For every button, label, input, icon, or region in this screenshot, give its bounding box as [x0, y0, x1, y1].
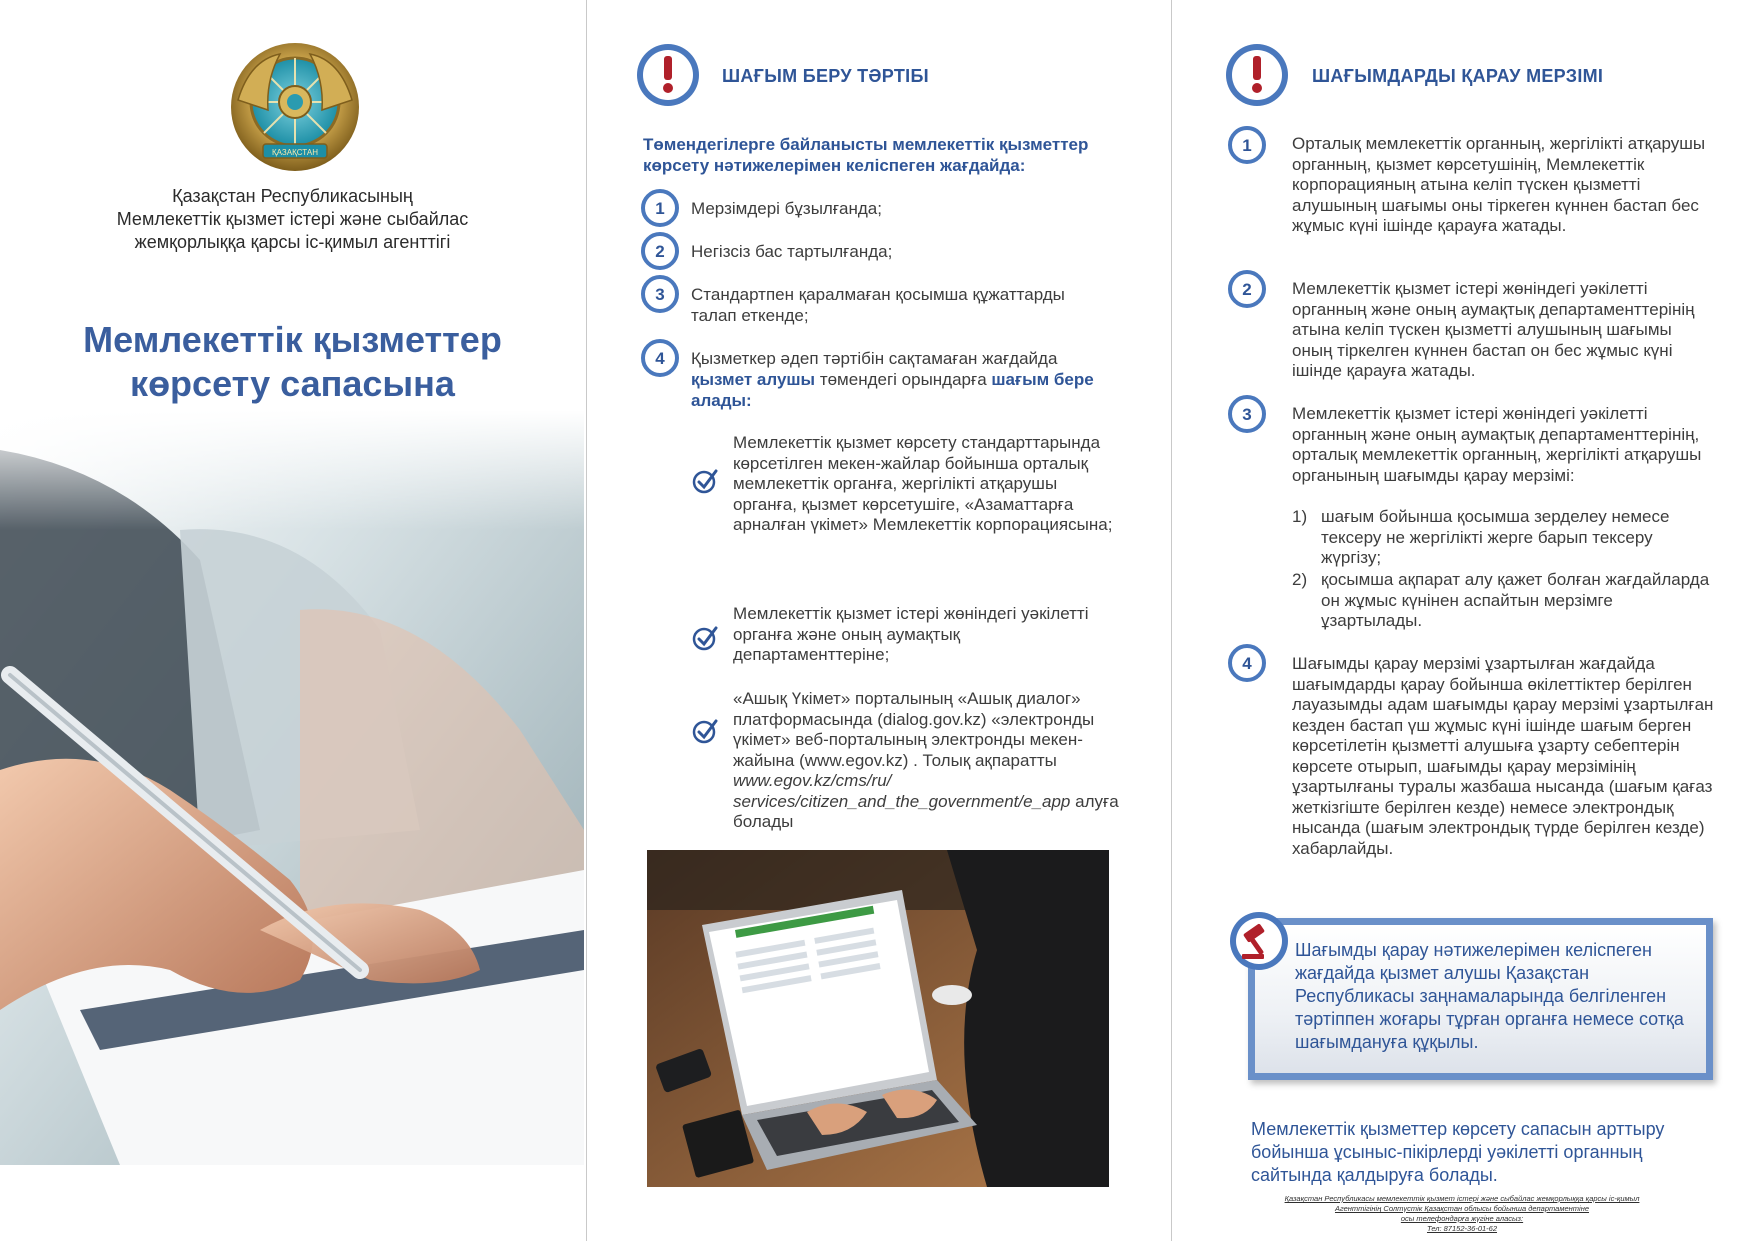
sub-item-text: Мемлекеттік қызмет көрсету стандарттарында көрсетілген мекен-жайлар бойынша орталық мемлекеттік органға, жергілікті атқарушы органға, қызмет көрсетушіге, «Азаматтарға арналған үкімет» Мемлекеттік корпорациясына;	[733, 433, 1113, 534]
number-badge-label: 4	[655, 349, 665, 368]
contact-line-2: Агенттігінің Солтүстік Қазақстан облысы бойынша департаментіне	[1334, 1204, 1589, 1213]
agency-name	[20, 185, 565, 254]
state-emblem-icon	[228, 40, 362, 174]
review-period-panel	[1171, 0, 1755, 1241]
sub-item-text: қосымша ақпарат алу қажет болған жағдайларда он жұмыс күнінен аспайтын мерзімге ұзартылады.	[1321, 570, 1710, 630]
number-badge	[641, 232, 679, 270]
alert-icon	[635, 42, 701, 108]
sub-item-text-main: «Ашық Үкімет» порталының «Ашық диалог» платформасында (dialog.gov.kz) «электронды үкімет» веб-порталының электронды мекен-жайына (www.egov.kz) . Толық ақпаратты	[733, 689, 1095, 770]
number-badge	[1228, 395, 1266, 433]
list-item: Мемлекеттік қызмет істері жөніндегі уәкілетті органның және оның аумақтық департаменттерінің, орталық мемлекеттік органның, жергілікті атқарушы органының шағымды қарау мерзімі:	[1292, 404, 1702, 485]
list-item: Мемлекеттік қызмет істері жөніндегі уәкілетті органның және оның аумақтық департаменттерінің атына келіп түскен қызметті алушының шағымы оның тіркелген күннен бастап он бес жұмыс күні ішінде қарауға жатады.	[1292, 279, 1695, 380]
number-badge	[1228, 270, 1266, 308]
list-item: Стандартпен қаралмаған қосымша құжаттарды талап еткенде;	[691, 285, 1065, 325]
number-badge	[641, 275, 679, 313]
section-heading: ШАҒЫМДАРДЫ ҚАРАУ МЕРЗІМІ	[1312, 66, 1604, 86]
egov-link[interactable]: www.egov.kz/cms/ru/ services/citizen_and_the_government/e_app	[733, 771, 1071, 811]
cover-title-line-1: Мемлекеттік қызметтер	[83, 319, 502, 360]
svg-text:ҚАЗАҚСТАН: ҚАЗАҚСТАН	[272, 148, 318, 157]
check-icon	[691, 467, 719, 495]
list-item: Шағымды қарау мерзімі ұзартылған жағдайда шағымдарды қарау бойынша өкілеттіктер берілген лауазымды адам шағымды қарау мерзімі ұзартылған кезден бастап үш жұмыс күні ішінде шағым берген көрсетілетін қызметті алушыға ұзарту себептерін көрсете отырып, шағымды қарау мерзімінің ұзартылғаны туралы жазбаша нысанда (шағым қағаз жеткізгіште берілген кезде) немесе электрондық нысанда (шағым электрондық түрде берілген кезде) хабарлайды.	[1292, 654, 1714, 858]
gavel-icon	[1228, 910, 1290, 972]
footer-text: Мемлекеттік қызметтер көрсету сапасын арттыру бойынша ұсыныс-пікірлерді уәкілетті органның сайтында қалдыруға болады.	[1251, 1119, 1665, 1185]
callout-text: Шағымды қарау нәтижелерімен келіспеген жағдайда қызмет алушы Қазақстан Республикасы заңнамаларында белгіленген тәртіппен жоғары тұрған органға немесе сотқа шағымдануға құқылы.	[1295, 940, 1684, 1052]
writing-hands-photo	[0, 410, 584, 1165]
number-badge	[641, 189, 679, 227]
cover-title-line-2: көрсету сапасына	[130, 363, 455, 404]
list-item-text: төмендегі орындарға	[815, 370, 992, 389]
contact-line-3: осы телефондарға жүгіне аласыз:	[1400, 1214, 1524, 1223]
intro-text: Төмендегілерге байланысты мемлекеттік қызметтер көрсету нәтижелерімен келіспеген жағдайда:	[643, 135, 1089, 175]
number-badge	[641, 339, 679, 377]
service-recipient-emphasis: қызмет алушы	[691, 370, 816, 389]
complaint-procedure-panel	[586, 0, 1170, 1241]
number-badge-label: 4	[1242, 654, 1252, 673]
number-badge-label: 3	[1242, 405, 1252, 424]
alert-icon	[1224, 42, 1290, 108]
list-item: Орталық мемлекеттік органның, жергілікті атқарушы органның, қызмет көрсетушінің, Мемлекеттік корпорацияның атына келіп түскен қызметті алушының шағымы оны тіркеген күннен бастап бес жұмыс күні ішінде қарауға жатады.	[1292, 134, 1706, 235]
check-icon	[691, 624, 719, 652]
agency-line-1: Қазақстан Республикасының	[172, 186, 413, 206]
number-badge-label: 2	[655, 242, 665, 261]
contact-info	[1232, 1194, 1692, 1234]
contact-line-1: Қазақстан Республикасы мемлекеттік қызмет істері және сыбайлас жемқорлыққа қарсы іс-қимыл	[1284, 1194, 1640, 1203]
list-item-text: Қызметкер әдеп тәртібін сақтамаған жағдайда	[691, 349, 1058, 368]
sub-item-text: Мемлекеттік қызмет істері жөніндегі уәкілетті органға және оның аумақтық департаменттеріне;	[733, 604, 1089, 664]
sub-item-number: 1)	[1292, 507, 1308, 526]
cover-panel	[0, 0, 584, 1241]
agency-line-2: Мемлекеттік қызмет істері және сыбайлас	[116, 209, 469, 229]
can-complain-emphasis: шағым бере алады:	[691, 370, 1094, 410]
section-heading: ШАҒЫМ БЕРУ ТӘРТІБІ	[722, 66, 929, 86]
list-item: Негізсіз бас тартылғанда;	[691, 242, 893, 261]
list-item: Мерзімдері бұзылғанда;	[691, 199, 882, 218]
number-badge	[1228, 644, 1266, 682]
sub-item-text: шағым бойынша қосымша зерделеу немесе тексеру не жергілікті жерге барып тексеру жүргізу;	[1321, 507, 1670, 567]
number-badge	[1228, 126, 1266, 164]
sub-item-text	[733, 689, 1123, 833]
list-item	[691, 348, 1111, 411]
agency-line-3: жемқорлыққа қарсы іс-қимыл агенттігі	[134, 232, 451, 252]
sub-item-text-tail: алуға болады	[733, 791, 1119, 831]
number-badge-label: 1	[1242, 136, 1252, 155]
number-badge-label: 1	[655, 199, 665, 218]
contact-phone[interactable]: Тел: 87152-36-01-62	[1426, 1224, 1498, 1233]
number-badge-label: 3	[655, 285, 665, 304]
check-icon	[691, 717, 719, 745]
number-badge-label: 2	[1242, 280, 1252, 299]
sub-item-number: 2)	[1292, 570, 1308, 589]
laptop-photo	[647, 850, 1109, 1187]
